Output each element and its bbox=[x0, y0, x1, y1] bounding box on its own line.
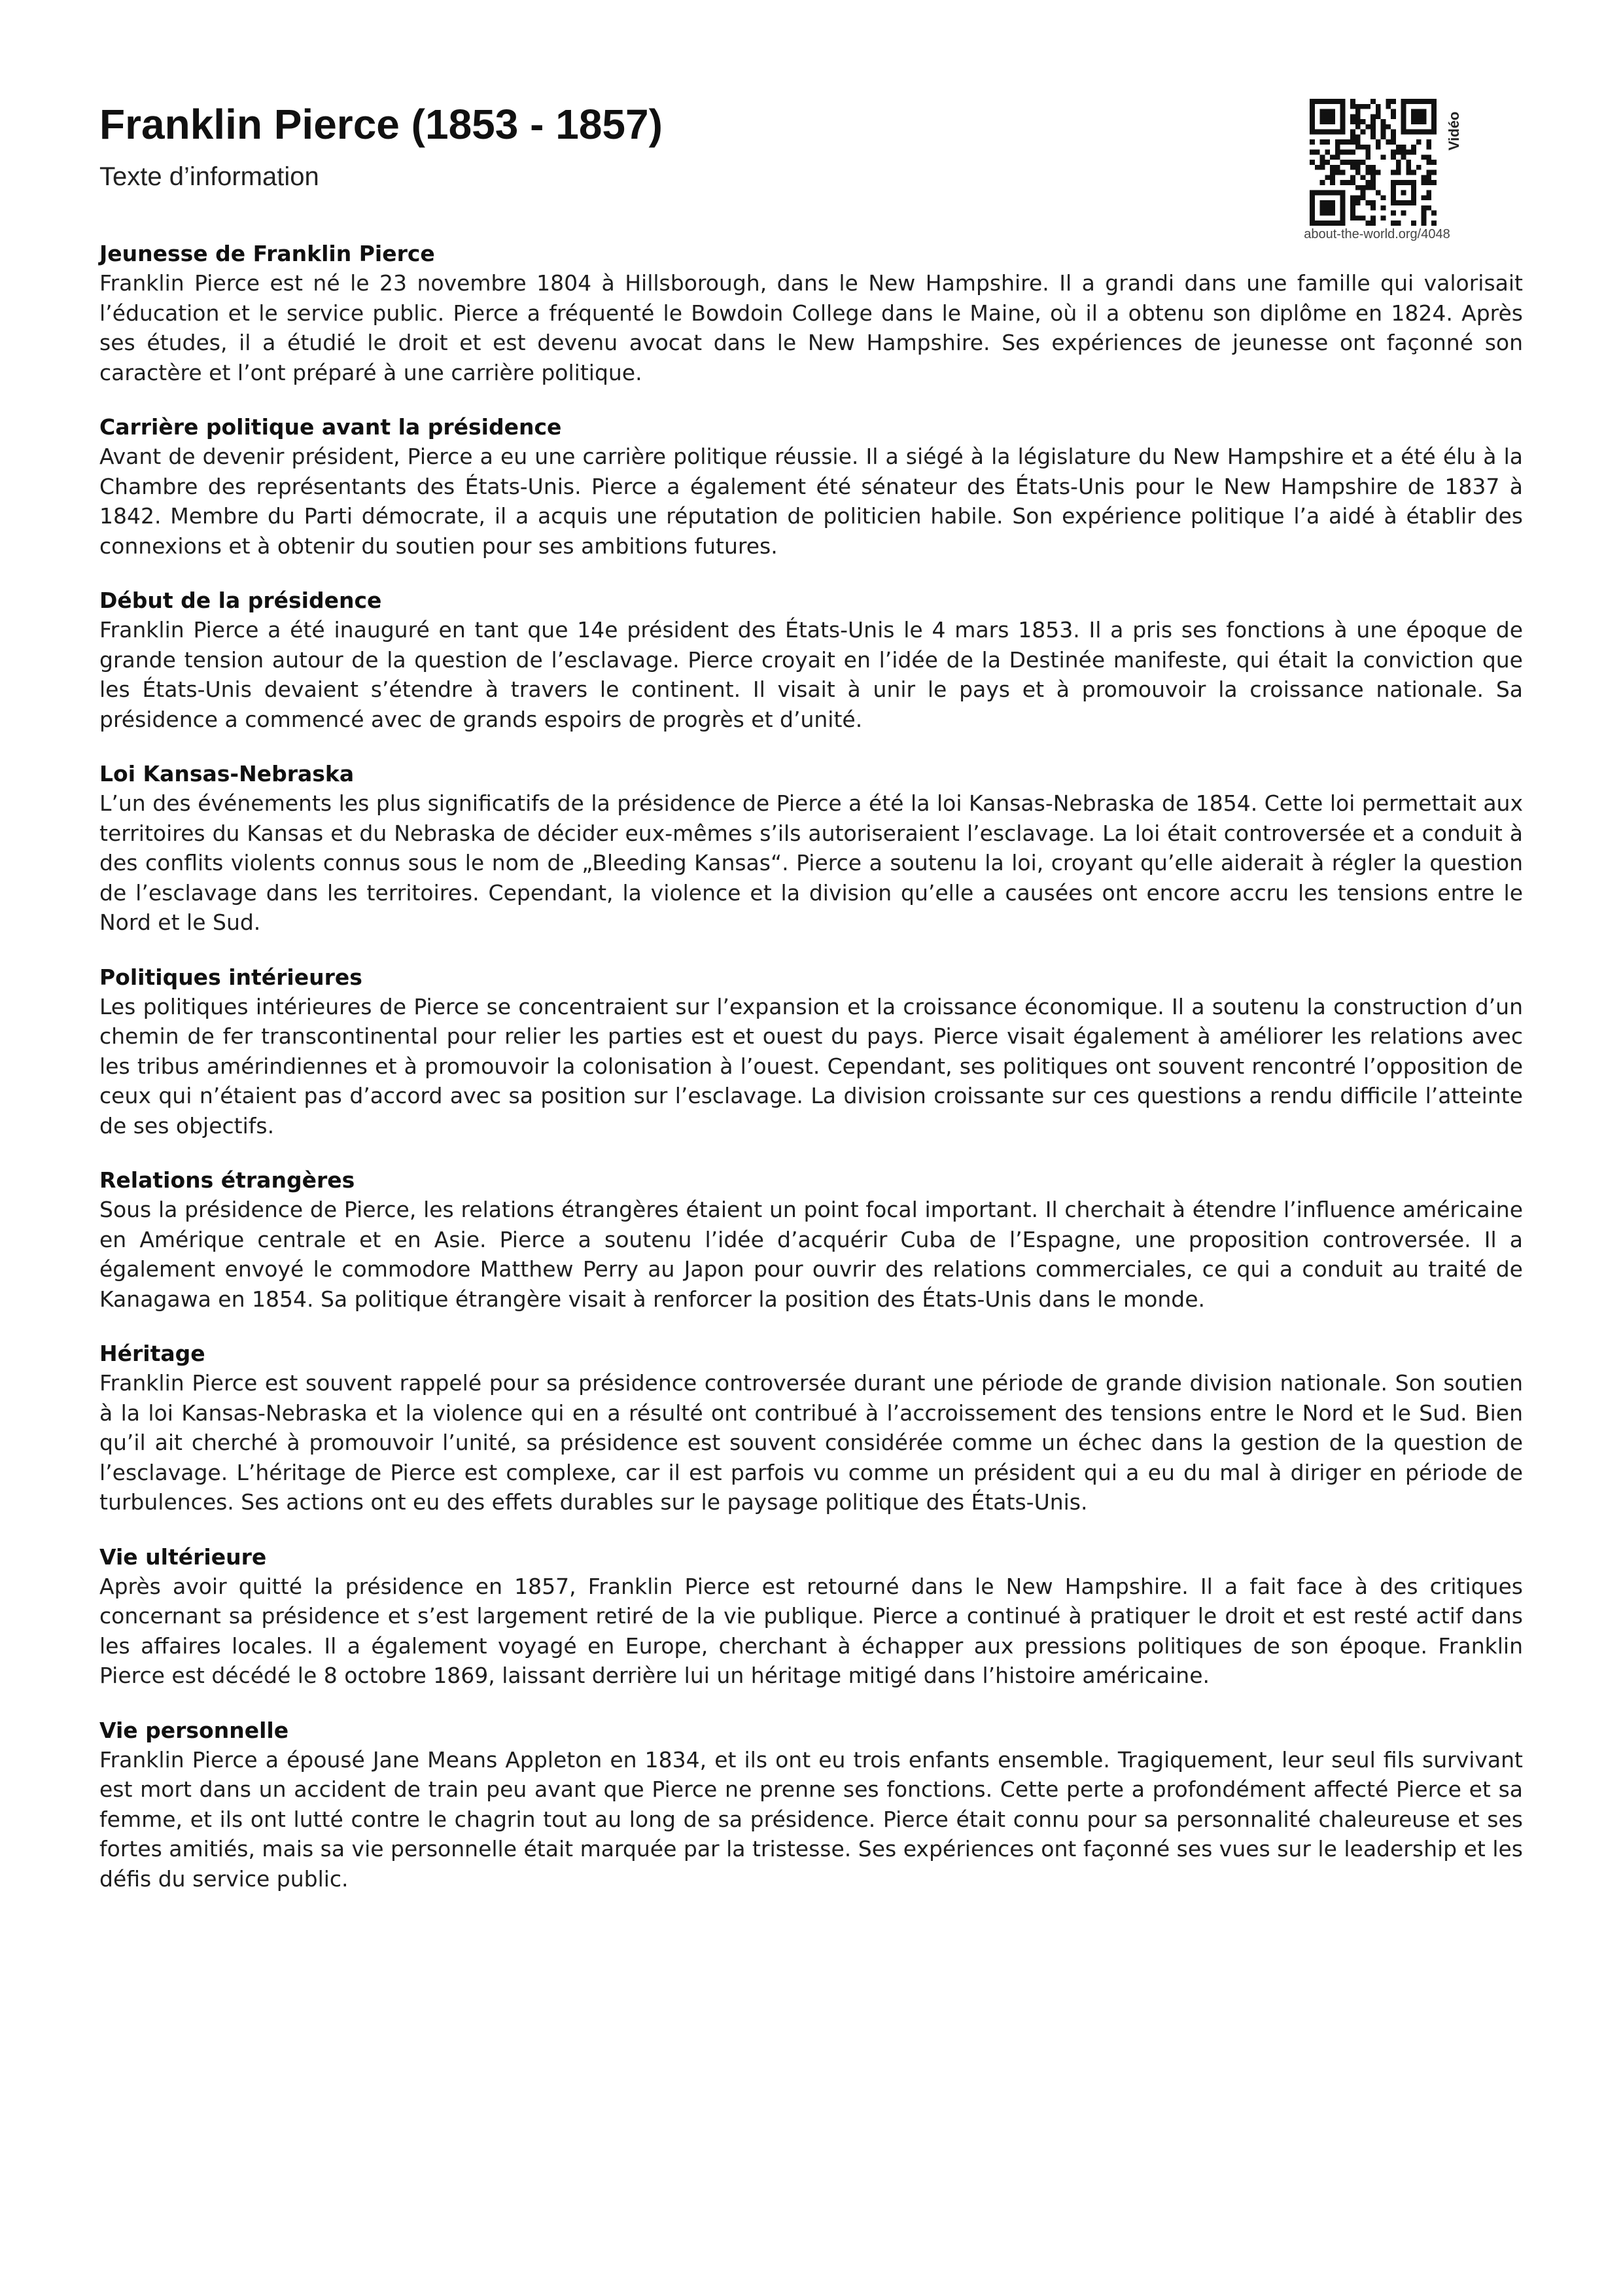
section-heading: Politiques intérieures bbox=[99, 964, 362, 990]
section-heading: Vie ultérieure bbox=[99, 1544, 267, 1570]
section-heading: Carrière politique avant la présidence bbox=[99, 414, 562, 440]
section-heading: Début de la présidence bbox=[99, 588, 382, 613]
section-paragraph: Sous la présidence de Pierce, les relations étrangères étaient un point focal important. Il cherchait à étendre l’influence américaine en Amérique centrale et en Asie. Pierce a soutenu l’idée d’acquérir Cuba de l’Espagne, une proposition controversée. Il a également envoyé le commodore Matthew Perry au Japon pour ouvrir des relations commerciales, ce qui a conduit au traité de Kanagawa en 1854. Sa politique étrangère visait à renforcer la position des États-Unis dans le monde. bbox=[99, 1197, 1523, 1312]
section-paragraph: Franklin Pierce est souvent rappelé pour sa présidence controversée durant une période de grande division nationale. Son soutien à la loi Kansas-Nebraska et la violence qui en a résulté ont contribué à l’accroissement des tensions entre le Nord et le Sud. Bien qu’il ait cherché à promouvoir l’unité, sa présidence est souvent considérée comme un échec dans la gestion de la question de l’esclavage. L’héritage de Pierce est complexe, car il est parfois vu comme un président qui a eu du mal à diriger en période de turbulences. Ses actions ont eu des effets durables sur le paysage politique des États-Unis. bbox=[99, 1370, 1523, 1515]
section-politiques-interieures bbox=[99, 963, 1523, 1141]
section-jeunesse bbox=[99, 239, 1523, 387]
qr-video-label: Vidéo bbox=[1446, 111, 1462, 150]
section-heading: Loi Kansas-Nebraska bbox=[99, 761, 355, 786]
section-paragraph: Franklin Pierce a été inauguré en tant que 14e président des États-Unis le 4 mars 1853. Il a pris ses fonctions à une époque de grande tension autour de la question de l’esclavage. Pierce croyait en l’idée de la Destinée manifeste, qui était la conviction que les États-Unis devaient s’étendre à travers le continent. Il visait à unir le pays et à promouvoir la croissance nationale. Sa présidence a commencé avec de grands espoirs de progrès et d’unité. bbox=[99, 617, 1523, 732]
section-paragraph: Franklin Pierce est né le 23 novembre 1804 à Hillsborough, dans le New Hampshire. Il a grandi dans une famille qui valorisait l’éducation et le service public. Pierce a fréquenté le Bowdoin College dans le Maine, où il a obtenu son diplôme en 1824. Après ses études, il a étudié le droit et est devenu avocat dans le New Hampshire. Ses expériences de jeunesse ont façonné son caractère et l’ont préparé à une carrière politique. bbox=[99, 270, 1523, 385]
section-paragraph: L’un des événements les plus significatifs de la présidence de Pierce a été la loi Kansas-Nebraska de 1854. Cette loi permettait aux territoires du Kansas et du Nebraska de décider eux-mêmes s’ils autoriseraient l’esclavage. La loi était controversée et a conduit à des conflits violents connus sous le nom de „Bleeding Kansas“. Pierce a soutenu la loi, croyant qu’elle aiderait à régler la question de l’esclavage dans les territoires. Cependant, la violence et la division qu’elle a causées ont encore accru les tensions entre le Nord et le Sud. bbox=[99, 790, 1523, 935]
section-paragraph: Avant de devenir président, Pierce a eu une carrière politique réussie. Il a siégé à la législature du New Hampshire et a été élu à la Chambre des représentants des États-Unis. Pierce a également été sénateur des États-Unis pour le New Hampshire de 1837 à 1842. Membre du Parti démocrate, il a acquis une réputation de politicien habile. Son expérience politique l’a aidé à établir des connexions et à obtenir du soutien pour ses ambitions futures. bbox=[99, 444, 1523, 559]
page-subtitle: Texte d’information bbox=[99, 162, 319, 191]
section-debut-presidence bbox=[99, 586, 1523, 734]
qr-code-icon[interactable] bbox=[1310, 99, 1437, 226]
section-vie-ulterieure bbox=[99, 1542, 1523, 1691]
section-heading: Jeunesse de Franklin Pierce bbox=[99, 241, 435, 266]
section-paragraph: Les politiques intérieures de Pierce se concentraient sur l’expansion et la croissance économique. Il a soutenu la construction d’un chemin de fer transcontinental pour relier les parties est et ouest du pays. Pierce visait également à améliorer les relations avec les tribus amérindiennes et à promouvoir la colonisation à l’ouest. Cependant, ses politiques ont souvent rencontré l’opposition de ceux qui n’étaient pas d’accord avec sa position sur l’esclavage. La division croissante sur ces questions a rendu difficile l’atteinte de ses objectifs. bbox=[99, 993, 1523, 1139]
section-paragraph: Après avoir quitté la présidence en 1857, Franklin Pierce est retourné dans le New Hampshire. Il a fait face à des critiques concernant sa présidence et s’est largement retiré de la vie publique. Pierce a continué à pratiquer le droit et est resté actif dans les affaires locales. Il a également voyagé en Europe, cherchant à échapper aux pressions politiques de son époque. Franklin Pierce est décédé le 8 octobre 1869, laissant derrière lui un héritage mitigé dans l’histoire américaine. bbox=[99, 1573, 1523, 1688]
document-header bbox=[99, 98, 1212, 194]
section-heading: Vie personnelle bbox=[99, 1717, 289, 1743]
section-carriere-politique bbox=[99, 412, 1523, 561]
page-title: Franklin Pierce (1853 - 1857) bbox=[99, 101, 663, 148]
section-paragraph: Franklin Pierce a épousé Jane Means Appleton en 1834, et ils ont eu trois enfants ensemble. Tragiquement, leur seul fils survivant est mort dans un accident de train peu avant que Pierce ne prenne ses fonctions. Cette perte a profondément affecté Pierce et sa femme, et ils ont lutté contre le chagrin tout au long de sa présidence. Pierce était connu pour sa personnalité chaleureuse et ses fortes amitiés, mais sa vie personnelle était marquée par la tristesse. Ses expériences ont façonné ses vues sur le leadership et les défis du service public. bbox=[99, 1746, 1523, 1892]
section-heritage bbox=[99, 1339, 1523, 1517]
section-heading: Héritage bbox=[99, 1341, 205, 1366]
document-content bbox=[99, 239, 1523, 1918]
section-heading: Relations étrangères bbox=[99, 1167, 355, 1193]
qr-code-block[interactable] bbox=[1282, 95, 1472, 245]
section-vie-personnelle bbox=[99, 1716, 1523, 1894]
qr-url-label[interactable]: about-the-world.org/4048 bbox=[1304, 227, 1450, 241]
section-relations-etrangeres bbox=[99, 1165, 1523, 1314]
section-loi-kansas-nebraska bbox=[99, 759, 1523, 938]
